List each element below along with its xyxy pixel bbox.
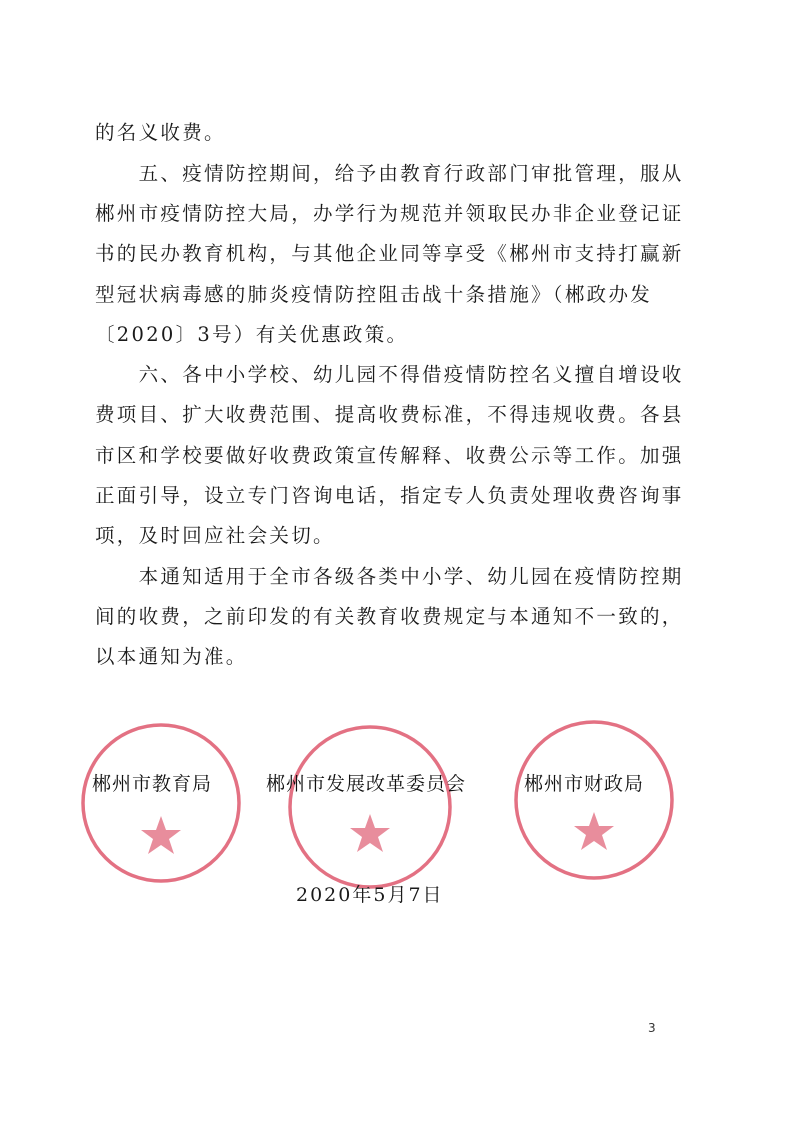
body-line: 郴州市疫情防控大局，办学行为规范并领取民办非企业登记证 bbox=[95, 202, 684, 225]
seal-education-bureau bbox=[76, 718, 246, 888]
seal-development-reform-commission bbox=[283, 720, 458, 895]
body-line: 费项目、扩大收费范围、提高收费标准，不得违规收费。各县 bbox=[95, 403, 684, 426]
body-line: 〔2020〕3号）有关优惠政策。 bbox=[95, 323, 409, 346]
document-date: 2020年5月7日 bbox=[296, 884, 444, 906]
body-line: 五、疫情防控期间，给予由教育行政部门审批管理，服从 bbox=[95, 162, 684, 185]
signature-education-bureau: 郴州市教育局 bbox=[92, 773, 213, 795]
body-line: 的名义收费。 bbox=[95, 121, 226, 144]
body-line: 型冠状病毒感的肺炎疫情防控阻击战十条措施》（郴政办发 bbox=[95, 283, 653, 306]
body-line: 项，及时回应社会关切。 bbox=[95, 524, 335, 547]
body-line: 书的民办教育机构，与其他企业同等享受《郴州市支持打赢新 bbox=[95, 242, 684, 265]
body-line: 以本通知为准。 bbox=[95, 645, 248, 668]
signature-finance-bureau: 郴州市财政局 bbox=[524, 773, 645, 795]
page-number: 3 bbox=[648, 1021, 656, 1035]
seal-finance-bureau bbox=[510, 716, 678, 884]
body-line: 间的收费，之前印发的有关教育收费规定与本通知不一致的， bbox=[95, 605, 684, 628]
body-line: 本通知适用于全市各级各类中小学、幼儿园在疫情防控期 bbox=[95, 565, 684, 588]
body-line: 六、各中小学校、幼儿园不得借疫情防控名义擅自增设收 bbox=[95, 363, 684, 386]
body-line: 市区和学校要做好收费政策宣传解释、收费公示等工作。加强 bbox=[95, 444, 684, 467]
body-line: 正面引导，设立专门咨询电话，指定专人负责处理收费咨询事 bbox=[95, 484, 684, 507]
signature-development-reform-commission: 郴州市发展改革委员会 bbox=[266, 773, 467, 795]
